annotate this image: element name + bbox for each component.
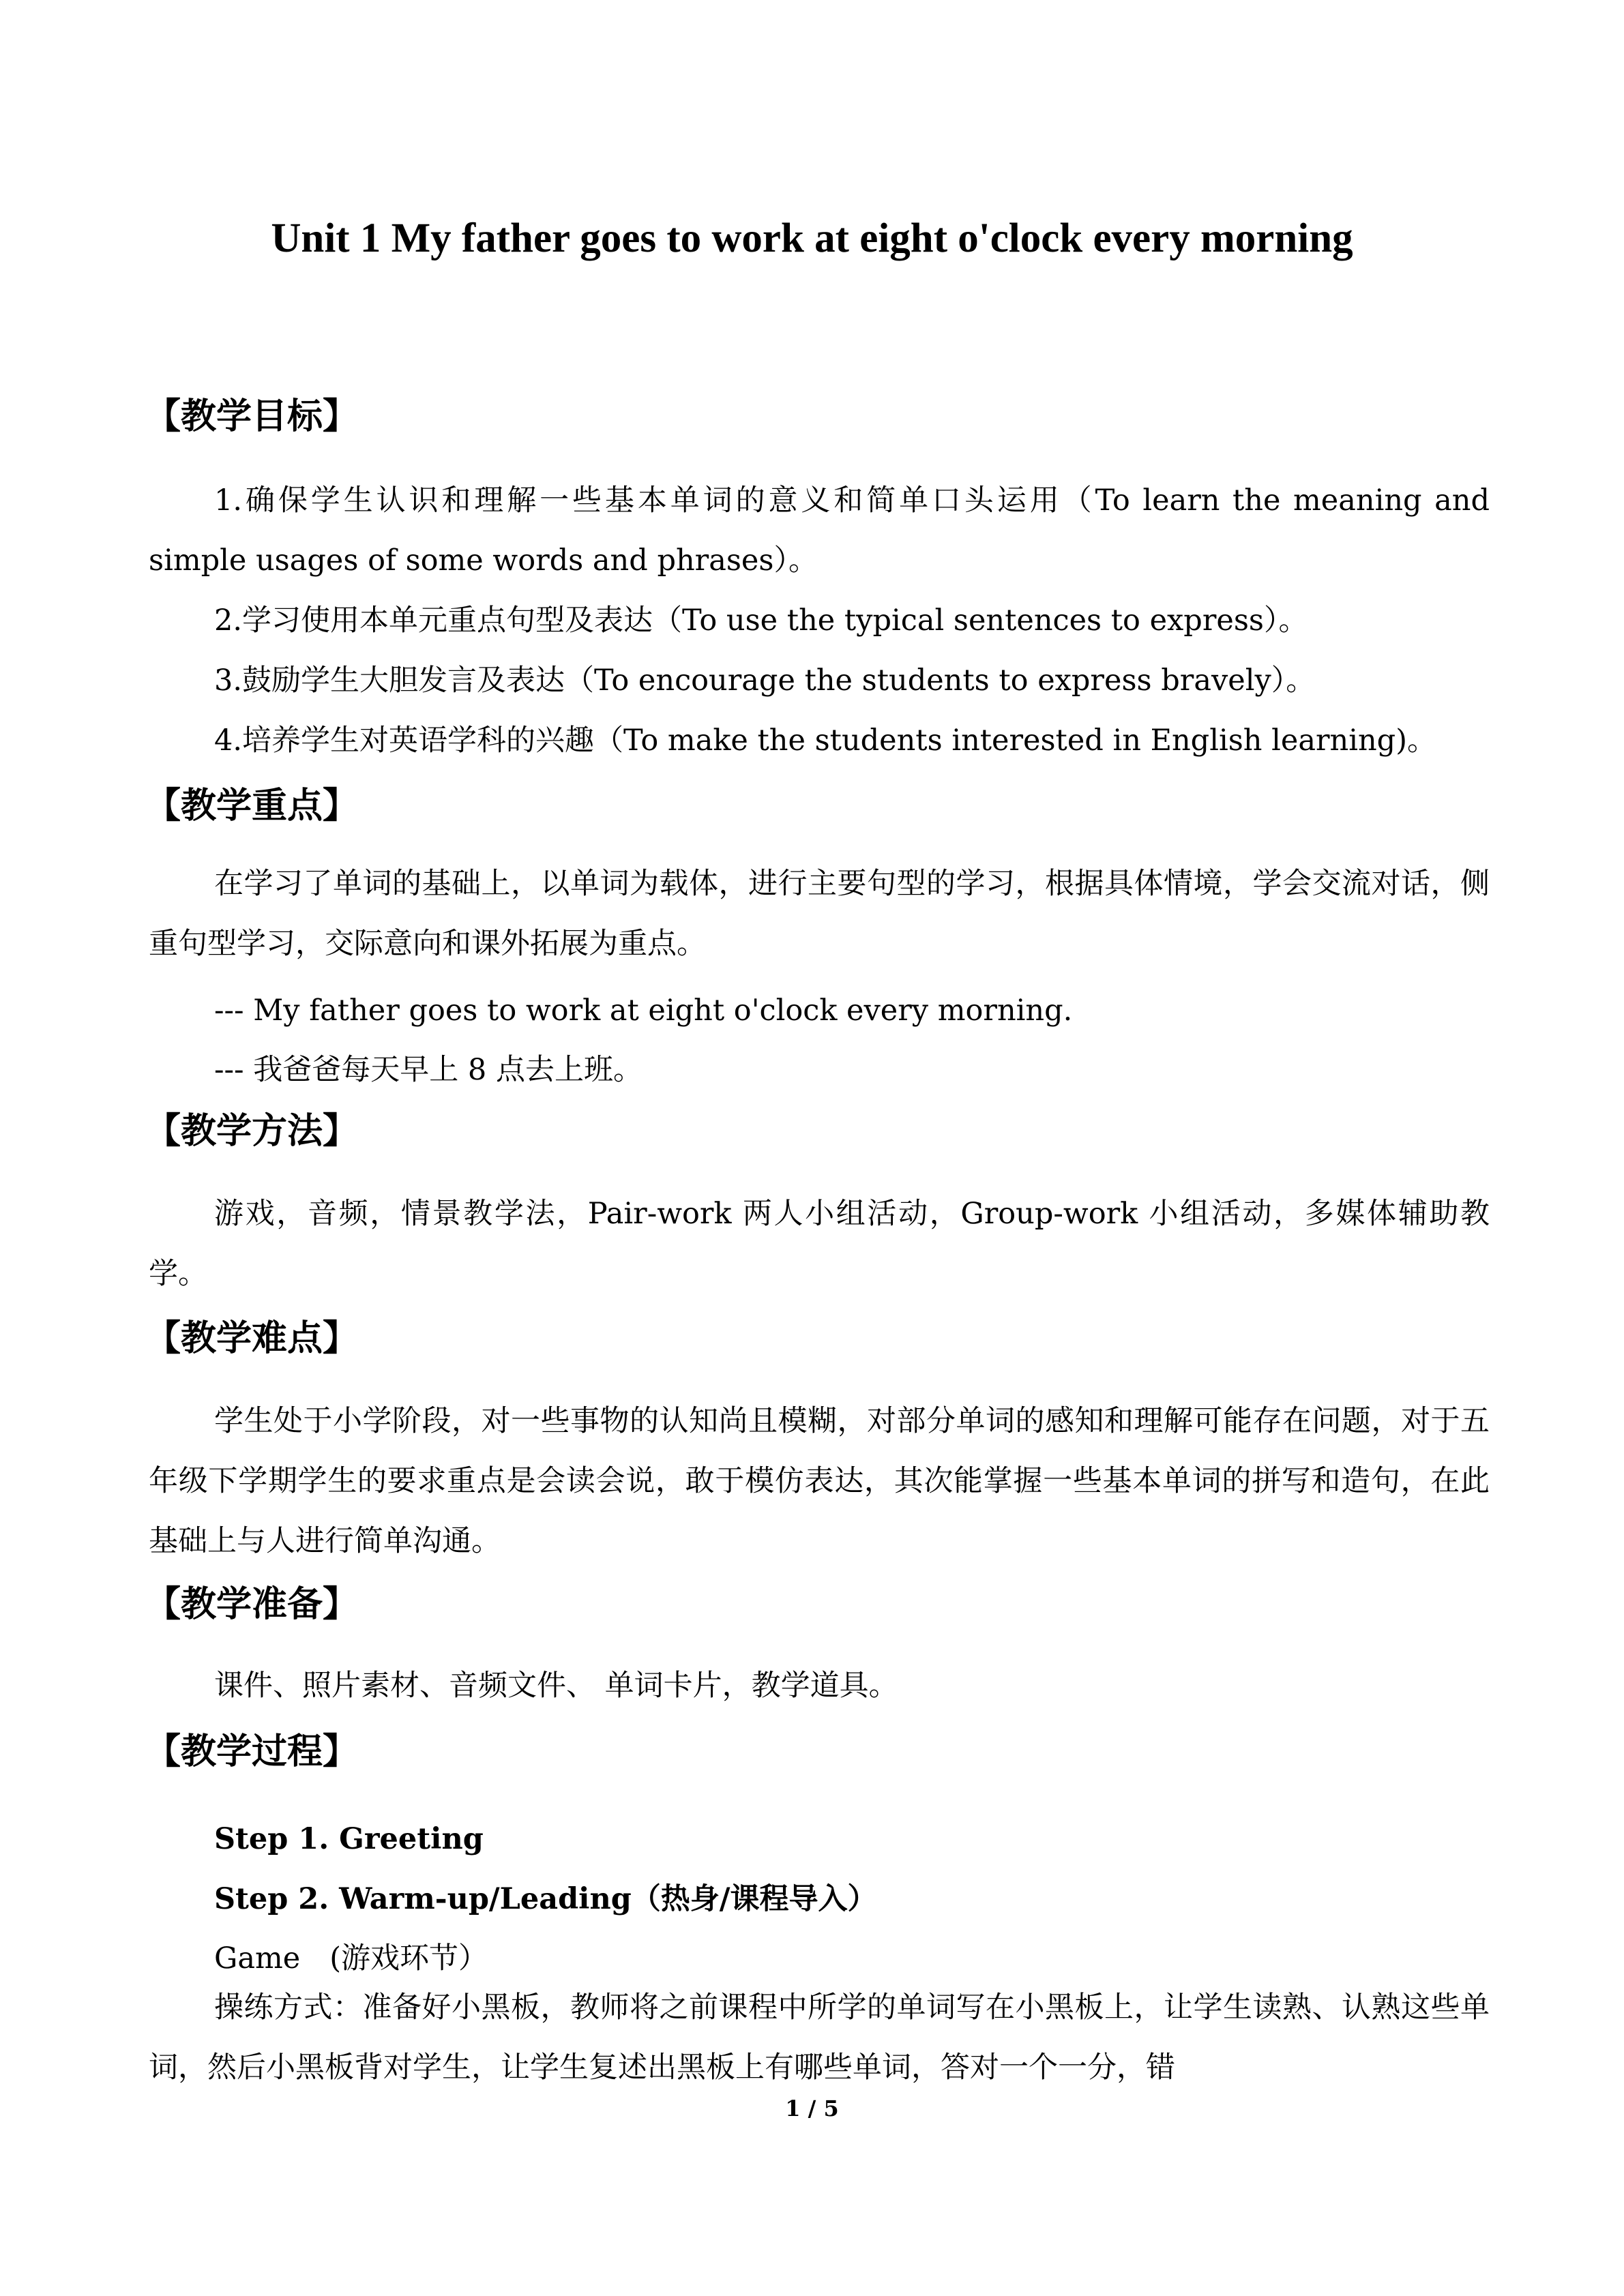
key-sentence-chinese: --- 我爸爸每天早上 8 点去上班。 [214,1053,643,1087]
key-points-paragraph: 在学习了单词的基础上，以单词为载体，进行主要句型的学习，根据具体情境，学会交流对话，侧重句型学习，交际意向和课外拓展为重点。 [149,867,1490,961]
heading-difficulties: 【教学难点】 [145,1317,359,1359]
process-paragraph: 操练方式：准备好小黑板，教师将之前课程中所学的单词写在小黑板上，让学生读熟、认熟这些单词，然后小黑板背对学生，让学生复述出黑板上有哪些单词，答对一个一分，错 [149,1991,1490,2085]
objective-item-3: 3.鼓励学生大胆发言及表达（To encourage the students to express bravely）。 [214,664,1316,698]
difficulties-paragraph: 学生处于小学阶段，对一些事物的认知尚且模糊，对部分单词的感知和理解可能存在问题，对于五年级下学期学生的要求重点是会读会说，敢于模仿表达，其次能掌握一些基本单词的拼写和造句，在此基础上与人进行简单沟通。 [149,1404,1490,1558]
step-2-warm-up: Step 2. Warm-up/Leading（热身/课程导入） [214,1882,877,1916]
objective-item-4: 4.培养学生对英语学科的兴趣（To make the students interested in English learning)。 [214,724,1436,758]
objective-item-2: 2.学习使用本单元重点句型及表达（To use the typical sentences to express）。 [214,603,1308,638]
objective-item-1: 1.确保学生认识和理解一些基本单词的意义和简单口头运用（To learn the meaning and simple usages of some words and phrases）。 [149,483,1490,578]
step-1-greeting: Step 1. Greeting [214,1822,484,1856]
document-title: Unit 1 My father goes to work at eight o'clock every morning [271,215,1353,261]
heading-methods: 【教学方法】 [145,1110,359,1152]
heading-preparation: 【教学准备】 [145,1583,359,1625]
key-sentence-english: --- My father goes to work at eight o'clock every morning. [214,994,1073,1028]
methods-paragraph: 游戏，音频，情景教学法，Pair-work 两人小组活动，Group-work 小组活动，多媒体辅助教学。 [149,1197,1490,1291]
game-label: Game (游戏环节） [214,1941,488,1976]
preparation-paragraph: 课件、照片素材、音频文件、 单词卡片，教学道具。 [214,1669,898,1703]
heading-key-points: 【教学重点】 [145,785,359,826]
heading-process: 【教学过程】 [145,1731,359,1772]
page-number: 1 / 5 [785,2096,839,2121]
heading-objectives: 【教学目标】 [145,396,359,437]
